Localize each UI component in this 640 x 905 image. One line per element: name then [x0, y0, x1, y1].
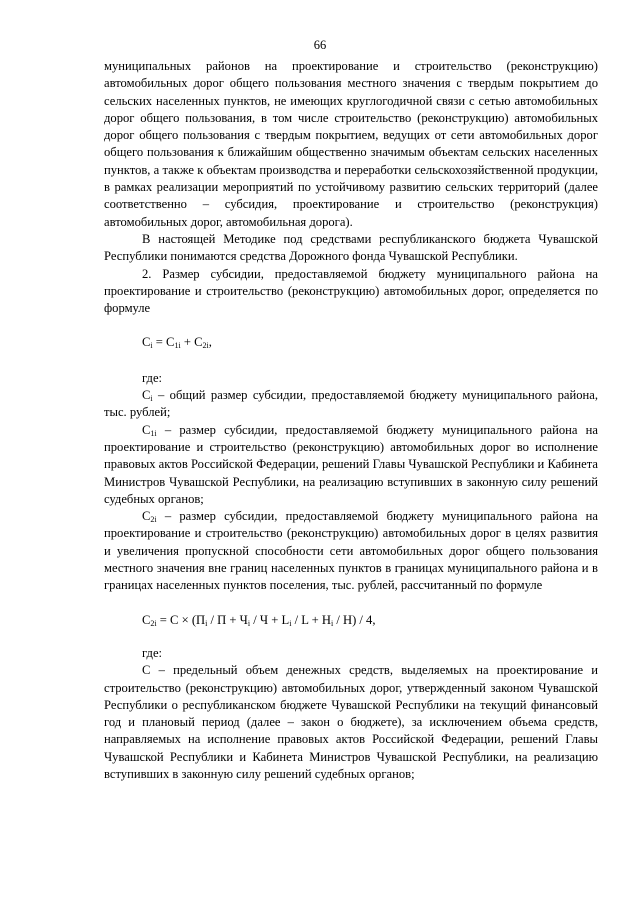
paragraph-budget-definition: В настоящей Методике под средствами республиканского бюджета Чувашской Республики понимаются средства Дорожного фонда Чувашской Республики. [104, 231, 598, 264]
page-number: 66 [313, 38, 327, 52]
where-label-2: где: [142, 645, 163, 660]
formula-c2i: $С_{2i} = С \times (П_i / П + Ч_i / Ч + L_i / L + Н_i / Н) / 4$, [142, 612, 376, 628]
formula-ci: $С_i = С_{1i} + С_{2i}$, [142, 335, 212, 351]
paragraph-intro-continuation: муниципальных районов на проектирование и строительство (реконструкцию) автомобильных дорог общего пользования местного значения с твердым покрытием до сельских населенных пунктов, не имеющих круглогодичной связи с сетью автомобильных дорог общего пользования, в том числе строительство (реконструкцию) автомобильных дорог общего пользования с твердым покрытием, ведущих от сети автомобильных дорог общего пользования к ближайшим общественно значимым объектам сельских населенных пунктов, а также к объектам производства и переработки сельскохозяйственной продукции, в рамках реализации мероприятий по устойчивому развитию сельских территорий (далее соответственно – субсидия, проектирование и строительство (реконструкция) автомобильных дорог, автомобильная дорога). [104, 59, 598, 229]
document-body [104, 58, 598, 783]
definition-ci: $С_i$ – общий размер субсидии, предоставляемой бюджету муниципального района, тыс. рублей; [104, 388, 598, 420]
definition-c2i: $С_{2i}$ – размер субсидии, предоставляемой бюджету муниципального района на проектирование и строительство (реконструкцию) автомобильных дорог в целях развития и увеличения пропускной способности сети автомобильных дорог общего пользования местного значения вне границ населенных пунктов в границах муниципального района и в границах населенных пунктов поселения, тыс. рублей, рассчитанный по формуле [104, 509, 598, 593]
definition-c1i: $С_{1i}$ – размер субсидии, предоставляемой бюджету муниципального района на проектирование и строительство (реконструкцию) автомобильных дорог во исполнение правовых актов Российской Федерации, решений Главы Чувашской Республики и Кабинета Министров Чувашской Республики, на реализацию вступивших в законную силу решений судебных органов; [104, 422, 598, 506]
paragraph-subsidy-size: 2. Размер субсидии, предоставляемой бюджету муниципального района на проектирование и строительство (реконструкцию) автомобильных дорог, определяется по формуле [104, 266, 598, 316]
where-label-1: где: [142, 370, 163, 385]
definition-c: С – предельный объем денежных средств, выделяемых на проектирование и строительство (реконструкцию) автомобильных дорог, утвержденный законом Чувашской Республики о республиканском бюджете Чувашской Республики на текущий финансовый год и плановый период (далее – закон о бюджете), за исключением объема средств, направляемых на исполнение правовых актов Российской Федерации, решений Главы Чувашской Республики и Кабинета Министров Чувашской Республики, на реализацию вступивших в законную силу решений судебных органов; [104, 663, 598, 781]
